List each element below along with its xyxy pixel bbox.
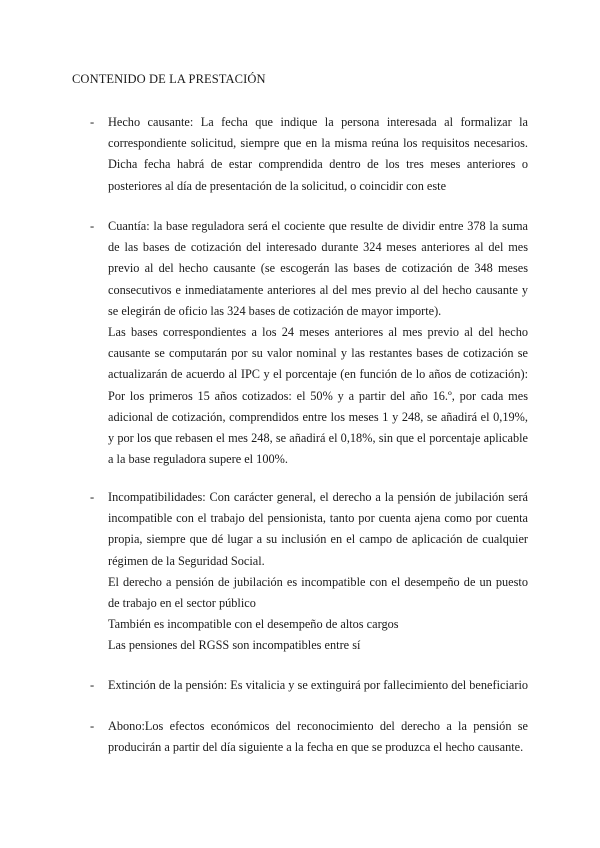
bullet-dash: - [90,719,95,733]
paragraph: El derecho a pensión de jubilación es incompatible con el desempeño de un puesto de trabajo en el sector público [108,574,528,611]
list-item-incompatibilidades [90,487,528,657]
document-title: CONTENIDO DE LA PRESTACIÓN [72,72,266,86]
paragraph: Las bases correspondientes a los 24 meses anteriores al mes previo al del hecho causante se computarán por su valor nominal y las restantes bases de cotización se actualizarán de acuerdo al IPC y el porcentaje (en función de lo años de cotización): Por los primeros 15 años cotizados: el 50% y a partir del año 16.º, por cada mes adicional de cotización, comprendidos entre los meses 1 y 248, se añadirá el 0,19%, y por los que rebasen el mes 248, se añadirá el 0,18%, sin que el porcentaje aplicable a la base reguladora supere el 100%. [108,325,528,467]
bullet-dash: - [90,115,95,129]
paragraph: Hecho causante: La fecha que indique la persona interesada al formalizar la correspondiente solicitud, siempre que en la misma reúna los requisitos necesarios. Dicha fecha habrá de estar comprendida dentro de los tres meses anteriores o posteriores al día de presentación de la solicitud, o coincidir con este [108,115,528,193]
paragraph: También es incompatible con el desempeño de altos cargos [108,617,399,632]
bullet-dash: - [90,678,95,692]
list-item-extincion [90,675,528,696]
list-item-cuantia [90,216,528,470]
bullet-dash: - [90,490,95,504]
bullet-dash: - [90,219,95,233]
paragraph: Las pensiones del RGSS son incompatibles entre sí [108,638,361,653]
list-item-abono [90,716,528,758]
paragraph: Extinción de la pensión: Es vitalicia y se extinguirá por fallecimiento del beneficiario [108,678,529,692]
paragraph: Cuantía: la base reguladora será el cociente que resulte de dividir entre 378 la suma de las bases de cotización del interesado durante 324 meses anteriores al del mes previo al del hecho causante (se escogerán las bases de cotización de 348 meses consecutivos e inmediatamente anteriores al del mes previo al del hecho causante y se elegirán de oficio las 324 bases de cotización de mayor importe). [108,219,528,318]
list-item-hecho-causante [90,112,528,197]
paragraph: Incompatibilidades: Con carácter general, el derecho a la pensión de jubilación será incompatible con el trabajo del pensionista, tanto por cuenta ajena como por cuenta propia, siempre que dé lugar a su inclusión en el campo de aplicación de cualquier régimen de la Seguridad Social. [108,490,528,568]
paragraph: Abono:Los efectos económicos del reconocimiento del derecho a la pensión se producirán a partir del día siguiente a la fecha en que se produzca el hecho causante. [108,719,528,755]
